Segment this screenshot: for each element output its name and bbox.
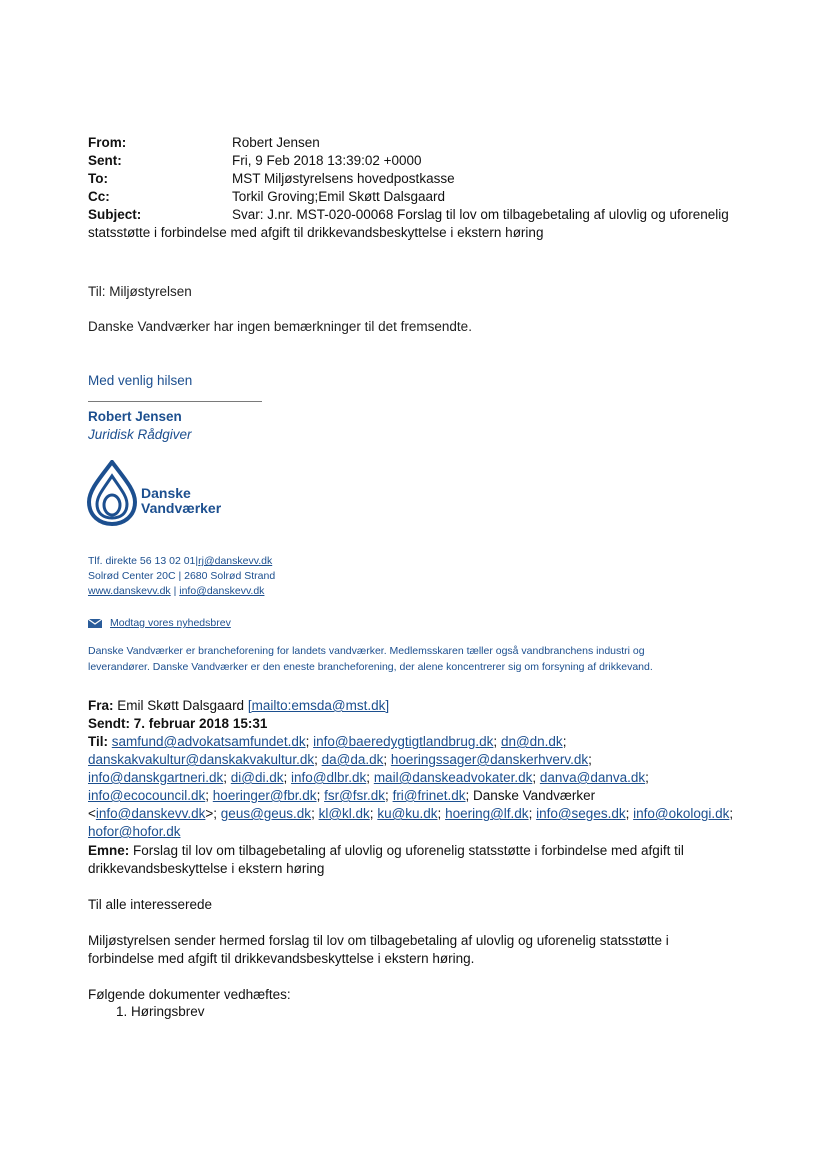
fwd-sent-line [88, 716, 267, 731]
recipient-link[interactable]: dn@dn.dk [500, 734, 563, 749]
recipient-separator: ; [588, 752, 592, 767]
fwd-to-line4 [88, 788, 595, 803]
recipient-separator: ; [625, 806, 634, 821]
attachment-item-1: 1. Høringsbrev [116, 1004, 205, 1019]
contact-phone-line [88, 555, 272, 567]
fwd-to-line1 [88, 734, 566, 749]
recipient-list-line3 [88, 770, 649, 785]
recipient-separator: ; [385, 788, 393, 803]
closing: Med venlig hilsen [88, 373, 193, 388]
recipient-link[interactable]: info@danskgartneri.dk [88, 770, 224, 785]
from-label: From: [88, 135, 127, 150]
fwd-subject-label: Emne: [88, 843, 130, 858]
fwd-to-line3 [88, 770, 649, 785]
recipient-separator: ; [437, 806, 446, 821]
fwd-sent-label: Sendt: [88, 716, 130, 731]
signature-name: Robert Jensen [88, 409, 182, 424]
sent-label: Sent: [88, 153, 122, 168]
fwd-to-line5 [88, 806, 733, 821]
recipient-link[interactable]: ku@ku.dk [377, 806, 438, 821]
recipient-separator: ; [729, 806, 734, 821]
fwd-from-line [88, 698, 389, 713]
fwd-mailto-link[interactable]: [mailto:emsda@mst.dk] [247, 698, 390, 713]
recipient-separator: ; [645, 770, 649, 785]
subject-label: Subject: [88, 207, 142, 222]
recipient-separator: ; [205, 788, 213, 803]
fwd-to-line6 [88, 824, 181, 839]
subject-value: Svar: J.nr. MST-020-00068 Forslag til lov om tilbagebetaling af ulovlig og uforenelig [232, 207, 729, 222]
info-email-link[interactable]: info@danskevv.dk [179, 585, 265, 597]
envelope-icon [88, 619, 102, 628]
recipient-link[interactable]: info@danskevv.dk [95, 806, 206, 821]
recipient-link[interactable]: samfund@advokatsamfundet.dk [111, 734, 306, 749]
recipient-link[interactable]: geus@geus.dk [220, 806, 312, 821]
newsletter-link[interactable]: Modtag vores nyhedsbrev [110, 617, 231, 629]
recipient-danske-vandvaerker: ; Danske Vandværker [465, 788, 596, 803]
separator: | [170, 585, 180, 597]
newsletter-line [88, 617, 231, 629]
fwd-salutation: Til alle interesserede [88, 897, 213, 912]
recipient-separator: ; [366, 770, 374, 785]
angle-open: < [88, 806, 96, 821]
recipient-separator: ; [562, 734, 567, 749]
recipient-separator: ; [493, 734, 501, 749]
greeting: Til: Miljøstyrelsen [88, 284, 192, 299]
recipient-link[interactable]: info@dlbr.dk [291, 770, 367, 785]
recipient-link[interactable]: fri@frinet.dk [392, 788, 466, 803]
subject-continuation: statsstøtte i forbindelse med afgift til drikkevandsbeskyttelse i ekstern høring [88, 225, 544, 240]
recipient-separator: ; [528, 806, 537, 821]
recipient-list-line2 [88, 752, 592, 767]
recipient-separator: ; [369, 806, 378, 821]
recipient-link[interactable]: da@da.dk [321, 752, 384, 767]
cc-value: Torkil Groving;Emil Skøtt Dalsgaard [232, 189, 446, 204]
recipient-link[interactable]: info@okologi.dk [633, 806, 730, 821]
recipient-link[interactable]: di@di.dk [230, 770, 284, 785]
fwd-subject-value: Forslag til lov om tilbagebetaling af ulovlig og uforenelig statsstøtte i forbindelse med afgift til [133, 843, 684, 858]
fwd-to-line2 [88, 752, 592, 767]
to-label: To: [88, 171, 108, 186]
logo-text-line2: Vandværker [141, 500, 222, 516]
recipient-separator: ; [316, 788, 325, 803]
about-line1: Danske Vandværker er brancheforening for landets vandværker. Medlemsskaren tæller også vandbranchens industri og [88, 645, 645, 657]
fwd-para1-line1: Miljøstyrelsen sender hermed forslag til lov om tilbagebetaling af ulovlig og uforenelig statsstøtte i [88, 933, 669, 948]
recipient-link[interactable]: fsr@fsr.dk [324, 788, 386, 803]
recipient-link[interactable]: mail@danskeadvokater.dk [373, 770, 533, 785]
message: Danske Vandværker har ingen bemærkninger til det fremsendte. [88, 319, 472, 334]
fwd-from-value: Emil Skøtt Dalsgaard [117, 698, 245, 713]
fwd-to-label: Til: [88, 734, 108, 749]
contact-address: Solrød Center 20C | 2680 Solrød Strand [88, 570, 276, 582]
recipient-link[interactable]: kl@kl.dk [318, 806, 370, 821]
recipient-list-line4 [88, 788, 466, 803]
sent-value: Fri, 9 Feb 2018 13:39:02 +0000 [232, 153, 422, 168]
recipient-link[interactable]: danva@danva.dk [539, 770, 646, 785]
recipient-link[interactable]: danskakvakultur@danskakvakultur.dk [88, 752, 315, 767]
recipient-link[interactable]: hoering@lf.dk [445, 806, 529, 821]
contact-web-line [88, 585, 264, 597]
recipient-link[interactable]: hofor@hofor.dk [88, 824, 181, 839]
recipient-list-line5 [221, 806, 733, 821]
danske-vandvaerker-logo-icon [86, 460, 138, 531]
recipient-list-line1 [112, 734, 567, 749]
recipient-link[interactable]: hoeringssager@danskerhverv.dk [390, 752, 589, 767]
fwd-subject-line [88, 843, 684, 858]
recipient-separator: ; [314, 752, 322, 767]
signature-divider [88, 401, 262, 402]
recipient-link[interactable]: hoeringer@fbr.dk [212, 788, 317, 803]
from-value: Robert Jensen [232, 135, 320, 150]
fwd-sent-value: 7. februar 2018 15:31 [133, 716, 268, 731]
recipient-separator: ; [311, 806, 319, 821]
recipient-link[interactable]: info@ecocouncil.dk [88, 788, 206, 803]
cc-label: Cc: [88, 189, 110, 204]
to-value: MST Miljøstyrelsens hovedpostkasse [232, 171, 455, 186]
website-link[interactable]: www.danskevv.dk [88, 585, 171, 597]
angle-close: >; [205, 806, 221, 821]
signature-title: Juridisk Rådgiver [88, 427, 192, 442]
recipient-separator: ; [383, 752, 391, 767]
fwd-subject-cont: drikkevandsbeskyttelse i ekstern høring [88, 861, 325, 876]
contact-phone: Tlf. direkte 56 13 02 01| [88, 555, 199, 567]
logo-text-line1: Danske [141, 485, 191, 501]
recipient-link[interactable]: info@seges.dk [536, 806, 626, 821]
recipient-link[interactable]: info@baeredygtigtlandbrug.dk [313, 734, 494, 749]
contact-email-link[interactable]: rj@danskevv.dk [198, 555, 273, 567]
recipient-separator: ; [283, 770, 292, 785]
recipient-separator: ; [305, 734, 314, 749]
about-line2: leverandører. Danske Vandværker er den eneste brancheforening, der alene koncentrerer sig om forsyning af drikkevand. [88, 661, 653, 673]
fwd-para1-line2: forbindelse med afgift til drikkevandsbeskyttelse i ekstern høring. [88, 951, 475, 966]
attachments-intro: Følgende dokumenter vedhæftes: [88, 987, 291, 1002]
recipient-separator: ; [532, 770, 540, 785]
recipient-separator: ; [223, 770, 231, 785]
fwd-from-label: Fra: [88, 698, 114, 713]
